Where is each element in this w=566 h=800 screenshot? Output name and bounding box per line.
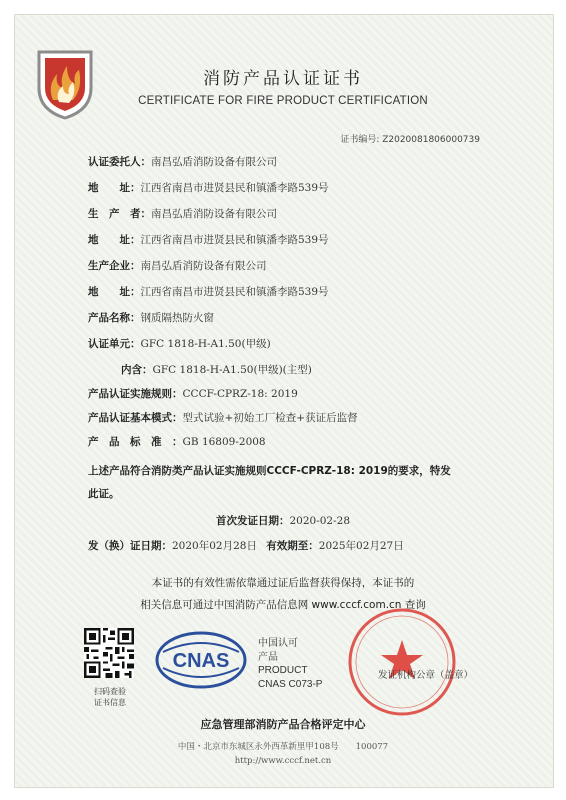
- field-label: 地 址：: [88, 286, 141, 298]
- certificate-title-en: CERTIFICATE FOR FIRE PRODUCT CERTIFICATION: [138, 95, 428, 107]
- field-label: 地 址：: [88, 182, 141, 194]
- validity-note-line2: 相关信息可通过中国消防产品信息网 www.cccf.com.cn 查询: [140, 599, 426, 611]
- field-value: 南昌弘盾消防设备有限公司: [151, 156, 277, 168]
- accreditation-line: 中国认可: [258, 638, 298, 649]
- field-value: 钢质隔热防火窗: [140, 312, 214, 324]
- field-applicant-address: [88, 180, 329, 195]
- field-product-standard: [88, 434, 266, 449]
- field-product-name: [88, 310, 214, 325]
- conformity-statement: [88, 460, 478, 506]
- field-value: CCCF-CPRZ-18: 2019: [182, 388, 298, 400]
- seal-caption: 发证机构公章（盖章）: [378, 670, 474, 681]
- field-certification-mode: [88, 410, 358, 425]
- statement-line: 此证。: [88, 488, 120, 500]
- field-value: 南昌弘盾消防设备有限公司: [140, 260, 267, 272]
- field-applicant: [88, 154, 277, 169]
- expiry-date-label: 有效期至：: [266, 540, 319, 552]
- field-value: 型式试验+初始工厂检查+获证后监督: [182, 412, 358, 424]
- issue-and-expiry-dates: [88, 538, 404, 553]
- accreditation-info: [258, 637, 322, 691]
- first-issue-label: 首次发证日期：: [215, 515, 290, 527]
- field-value: GB 16809-2008: [182, 436, 266, 448]
- issuer-address: 中国・北京市东城区永外西革新里甲108号 100077: [177, 742, 389, 752]
- first-issue-value: 2020-02-28: [289, 515, 351, 527]
- field-label: 认证委托人：: [88, 156, 151, 168]
- field-value: GFC 1818-H-A1.50(甲级)(主型): [152, 364, 312, 376]
- field-label: 内含：: [121, 364, 153, 376]
- field-enterprise-address: [88, 284, 329, 299]
- field-value: 江西省南昌市进贤县民和镇潘李路539号: [140, 234, 329, 246]
- field-value: 江西省南昌市进贤县民和镇潘李路539号: [140, 182, 329, 194]
- official-seal-icon: [346, 606, 458, 718]
- accreditation-line: PRODUCT: [258, 665, 308, 676]
- qr-caption: [80, 686, 140, 708]
- field-label: 产品认证实施规则：: [88, 388, 183, 400]
- statement-line: 上述产品符合消防类产品认证实施规则CCCF-CPRZ-18: 2019的要求，特发: [88, 465, 451, 477]
- field-production-enterprise: [88, 258, 267, 273]
- issuer-website-link[interactable]: http://www.cccf.net.cn: [234, 756, 332, 766]
- field-manufacturer: [88, 206, 277, 221]
- field-implementation-rule: [88, 386, 298, 401]
- field-label: 生 产 者：: [88, 208, 151, 220]
- field-label: 认证单元：: [88, 338, 141, 350]
- first-issue-date: [0, 513, 566, 528]
- field-value: 江西省南昌市进贤县民和镇潘李路539号: [140, 286, 329, 298]
- field-label: 产品名称：: [88, 312, 141, 324]
- field-label: 生产企业：: [88, 260, 141, 272]
- validity-note-line1: 本证书的有效性需依靠通过证后监督获得保持，本证书的: [151, 577, 415, 589]
- certificate-number: 证书编号: Z2020081806000739: [340, 135, 480, 145]
- qr-code-icon[interactable]: [84, 628, 134, 678]
- field-value: GFC 1818-H-A1.50(甲级): [140, 338, 271, 350]
- field-label: 产 品 标 准 ：: [88, 436, 183, 448]
- qr-caption-line: 扫码查验: [94, 687, 126, 696]
- expiry-date-value: 2025年02月27日: [318, 540, 404, 552]
- field-includes: [121, 362, 312, 377]
- issue-date-value: 2020年02月28日: [172, 540, 257, 552]
- field-certification-unit: [88, 336, 271, 351]
- field-manufacturer-address: [88, 232, 329, 247]
- accreditation-line: 产品: [258, 651, 278, 663]
- field-label: 地 址：: [88, 234, 141, 246]
- field-value: 南昌弘盾消防设备有限公司: [151, 208, 277, 220]
- qr-caption-line: 证书信息: [94, 698, 126, 707]
- issuing-authority: 应急管理部消防产品合格评定中心: [200, 718, 366, 731]
- cnas-logo-icon: [155, 630, 247, 690]
- accreditation-line: CNAS C073-P: [258, 678, 323, 690]
- field-label: 产品认证基本模式：: [88, 412, 183, 424]
- cnas-logo-text: CNAS: [172, 650, 230, 672]
- certificate-title-cn: 消防产品认证证书: [203, 69, 363, 89]
- issue-date-label: 发（换）证日期：: [88, 540, 172, 552]
